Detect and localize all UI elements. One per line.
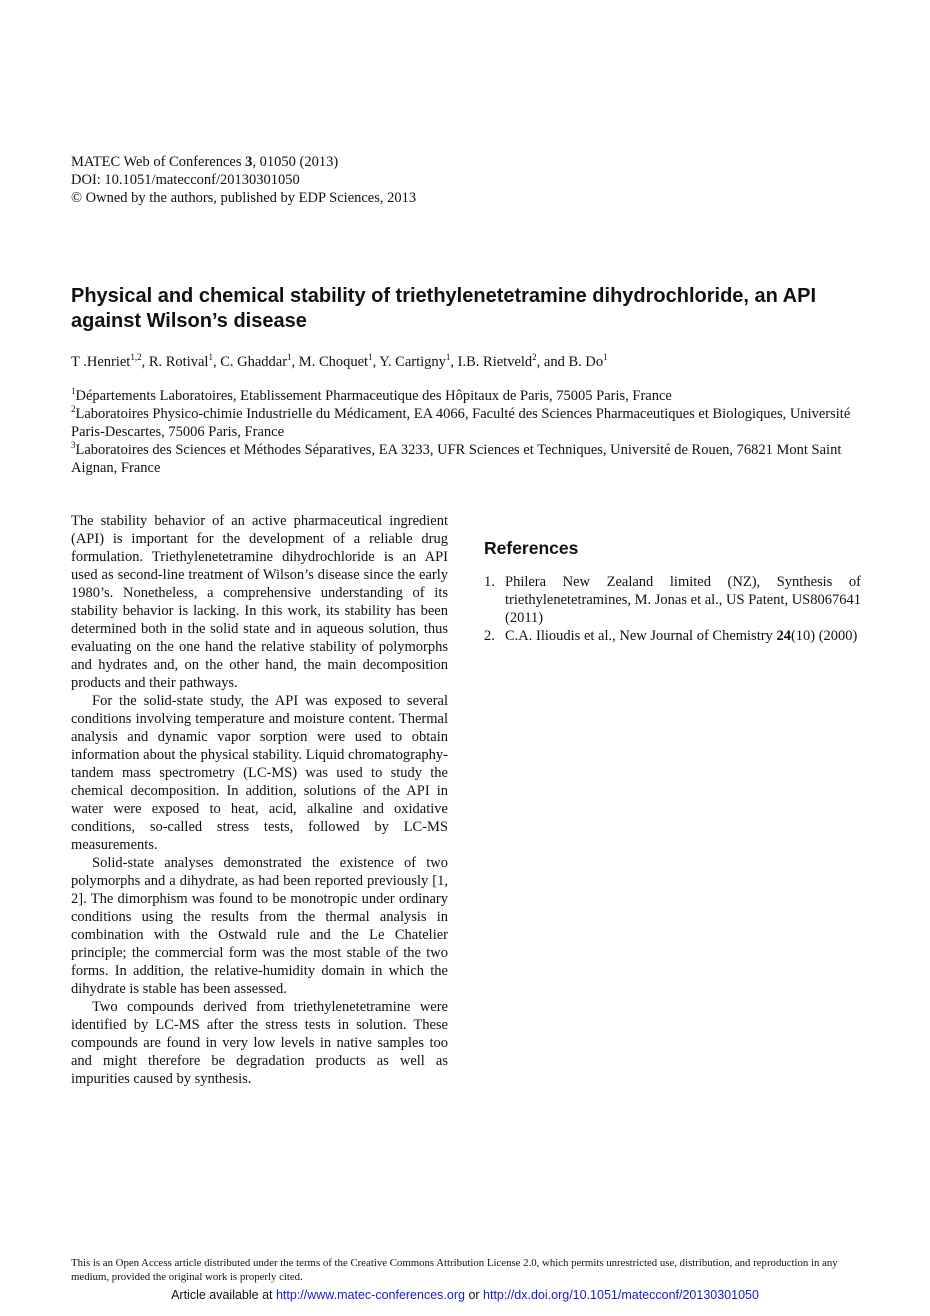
license-note: This is an Open Access article distributed under the terms of the Creative Commons Attribution License 2.0, which permits unrestricted use, distribution, and reproduction in any medium, provided the original work is properly cited. [71,1257,838,1283]
journal-header [71,153,416,207]
abstract-body [71,512,448,1088]
doi-link[interactable]: http://dx.doi.org/10.1051/matecconf/20130301050 [483,1288,759,1302]
journal-citation: MATEC Web of Conferences 3, 01050 (2013) [71,154,339,170]
copyright-line: © Owned by the authors, published by EDP Sciences, 2013 [71,190,417,206]
author: R. Rotival$^1$, [148,352,221,370]
affiliation: $^1$Départements Laboratoires, Etablissement Pharmaceutique des Hôpitaux de Paris, 75005 Paris, France [71,386,672,404]
author: I.B. Rietveld$^2$, and [457,352,569,370]
journal-link[interactable]: http://www.matec-conferences.org [275,1288,465,1302]
affiliation: $^2$Laboratoires Physico-chimie Industrielle du Médicament, EA 4066, Faculté des Sciences Pharmaceutiques et Biologiques, Université Paris-Descartes, 75006 Paris, France [71,404,851,440]
author: M. Choquet$^1$, [298,352,380,370]
body-paragraph: For the solid-state study, the API was exposed to several conditions involving temperature and moisture content. Thermal analysis and dynamic vapor sorption were used to obtain information about the physical stability. Liquid chromatography-tandem mass spectrometry (LC-MS) was used to study the chemical decomposition. In addition, solutions of the API in water were exposed to heat, acid, alkaline and oxidative conditions, so-called stress tests, followed by LC-MS measurements. [71,693,448,853]
affiliation-list [71,387,861,477]
references-heading: References [484,538,579,558]
affiliation: $^3$Laboratoires des Sciences et Méthodes Séparatives, EA 3233, UFR Sciences et Techniques, Université de Rouen, 76821 Mont Saint Aignan, France [71,440,842,476]
author: Y. Cartigny$^1$, [379,352,458,370]
author: C. Ghaddar$^1$, [220,352,299,370]
body-paragraph: Two compounds derived from triethylenetetramine were identified by LC-MS after the stress tests in solution. These compounds are found in very low levels in native samples too and might therefore be degradation products as well as impurities caused by synthesis. [71,999,448,1087]
author-list [71,354,608,371]
author: B. Do$^1$ [568,352,608,370]
author: T .Henriet$^{1,2}$, [71,352,149,370]
body-paragraph: The stability behavior of an active pharmaceutical ingredient (API) is important for the development of a reliable drug formulation. Triethylenetetramine dihydrochloride is an API used as second-line treatment of Wilson’s disease since the early 1980’s. Nonetheless, a comprehensive understanding of its stability behavior is lacking. In this work, its stability has been determined both in the solid state and in aqueous solution, thus evaluating on the one hand the relative stability of polymorphs and hydrates and, on the other hand, the main decomposition products and their pathways. [71,513,448,691]
paper-title: Physical and chemical stability of triethylenetetramine dihydrochloride, an API against Wilson’s disease [71,285,817,332]
body-paragraph: Solid-state analyses demonstrated the existence of two polymorphs and a dihydrate, as had been reported previously [1, 2]. The dimorphism was found to be monotropic under ordinary conditions using the results from the thermal analysis in combination with the Ostwald rule and the Le Chatelier principle; the commercial form was the most stable of the two forms. In addition, the relative-humidity domain in which the dihydrate is stable has been assessed. [71,855,448,997]
reference-item: 1. Philera New Zealand limited (NZ), Synthesis of triethylenetetramines, M. Jonas et al., US Patent, US8067641 (2011) [484,574,862,626]
availability-line: Article available at http://www.matec-conferences.org or http://dx.doi.org/10.1051/matecconf/20130301050 [171,1288,759,1302]
reference-item: 2. C.A. Ilioudis et al., New Journal of Chemistry 24(10) (2000) [484,628,858,644]
journal-volume: 3 [245,154,253,170]
doi-line: DOI: 10.1051/matecconf/20130301050 [71,172,300,188]
reference-list [484,573,861,645]
